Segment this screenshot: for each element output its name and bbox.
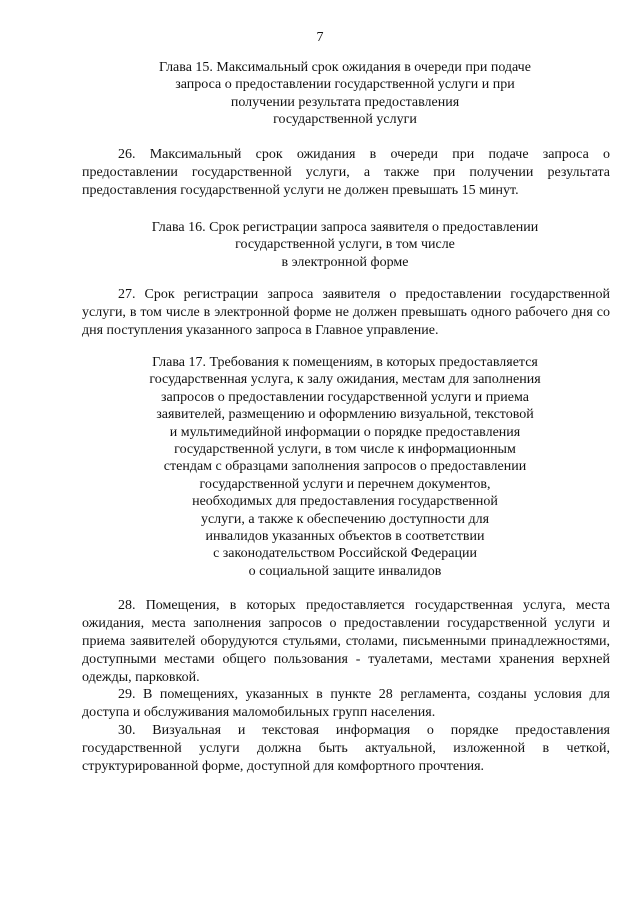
heading-line: государственной услуги и перечнем документов, (199, 476, 491, 492)
heading-line: и мультимедийной информации о порядке предоставления (169, 424, 521, 440)
heading-line: Глава 15. Максимальный срок ожидания в очереди при подаче (159, 60, 531, 75)
heading-line: запросов о предоставлении государственной услуги и приема (161, 389, 529, 405)
heading-line: о социальной защите инвалидов (248, 563, 442, 579)
paragraph-26: 26. Максимальный срок ожидания в очереди при подаче запроса о предоставлении государственной услуги, а также при получении результата предоставления государственной услуги не должен превышать 15 минут. (82, 147, 610, 198)
heading-line: государственной услуги, в том числе (235, 237, 455, 253)
heading-line: услуги, а также к обеспечению доступности для (200, 511, 490, 527)
paragraph-29: 29. В помещениях, указанных в пункте 28 регламента, созданы условия для доступа и обслуживания маломобильных групп населения. (82, 687, 610, 720)
heading-line: государственной услуги, в том числе к информационным (174, 442, 516, 458)
heading-line: Глава 17. Требования к помещениям, в которых предоставляется (152, 355, 538, 370)
heading-line: инвалидов указанных объектов в соответствии (205, 529, 485, 545)
heading-line: в электронной форме (281, 254, 409, 270)
heading-line: Глава 16. Срок регистрации запроса заявителя о предоставлении (151, 220, 539, 235)
heading-line: запроса о предоставлении государственной услуги и при (175, 77, 515, 93)
paragraph-28: 28. Помещения, в которых предоставляется государственная услуга, места ожидания, места заполнения запросов о предоставлении государственной услуги и приема заявителей оборудуются стульями, столами, письменными принадлежностями, доступными местами общего пользования - туалетами, местами хранения верхней одежды, парковкой. (82, 598, 610, 685)
heading-line: необходимых для предоставления государственной (192, 494, 498, 510)
chapter-16-heading (120, 219, 570, 271)
heading-line: государственной услуги (273, 112, 417, 128)
paragraph-30: 30. Визуальная и текстовая информация о порядке предоставления государственной услуги должна быть актуальной, изложенной в четкой, структурированной форме, доступной для комфортного прочтения. (82, 723, 610, 774)
heading-line: получении результата предоставления (230, 94, 460, 110)
heading-line: с законодательством Российской Федерации (213, 546, 477, 562)
chapter-15-heading (120, 59, 570, 129)
heading-line: стендам с образцами заполнения запросов о предоставлении (163, 459, 527, 475)
chapter-17-heading (110, 354, 580, 580)
heading-line: заявителей, размещению и оформлению визуальной, текстовой (156, 407, 534, 423)
page-number: 7 (316, 30, 324, 45)
heading-line: государственная услуга, к залу ожидания, местам для заполнения (149, 372, 541, 388)
paragraph-27: 27. Срок регистрации запроса заявителя о предоставлении государственной услуги, в том числе в электронной форме не должен превышать одного рабочего дня со дня поступления указанного запроса в Главное управление. (82, 287, 610, 338)
